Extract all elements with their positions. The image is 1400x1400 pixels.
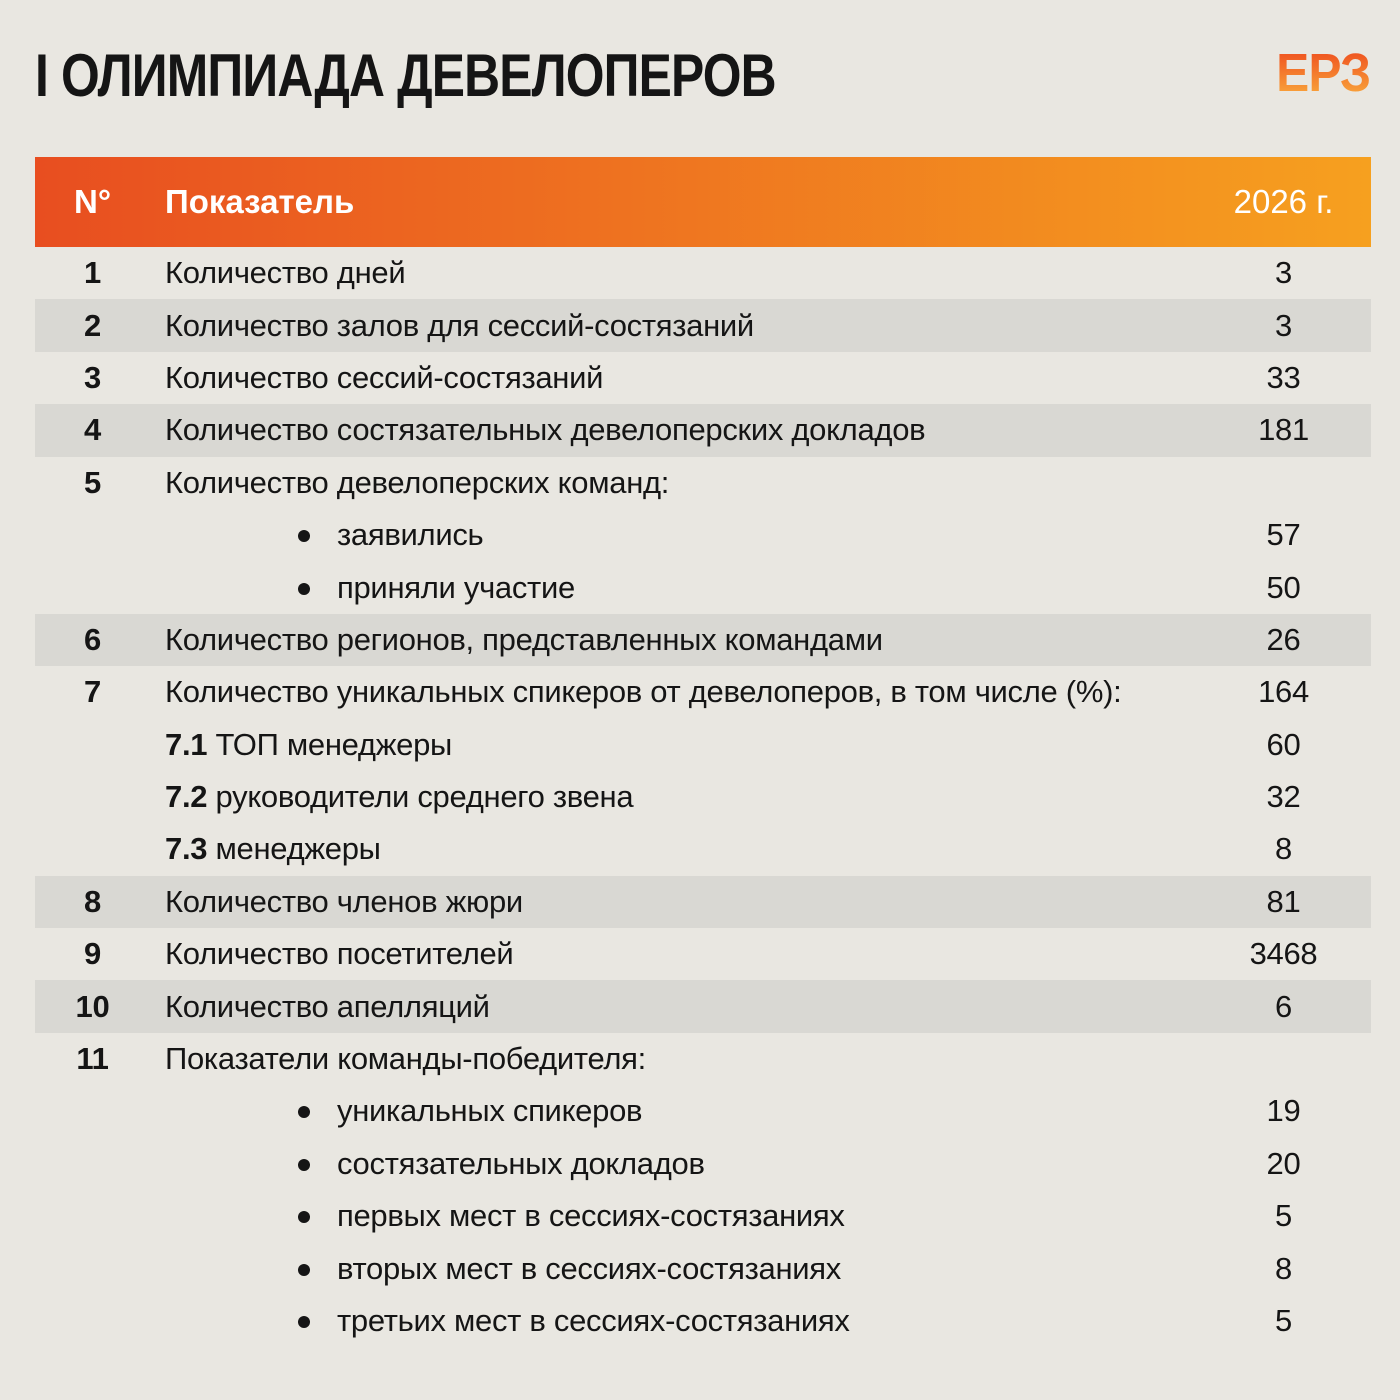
row-indicator bbox=[150, 727, 1196, 763]
row-number: 2 bbox=[84, 307, 101, 343]
row-number: 8 bbox=[84, 883, 101, 919]
row-indicator bbox=[150, 936, 1196, 972]
table-row bbox=[35, 1138, 1371, 1190]
table-row bbox=[35, 1295, 1371, 1347]
table-header-row bbox=[35, 157, 1371, 247]
column-header-year: 2026 г. bbox=[1233, 183, 1334, 220]
table-row bbox=[35, 719, 1371, 771]
row-value: 20 bbox=[1266, 1145, 1301, 1181]
row-value: 5 bbox=[1275, 1303, 1292, 1338]
page-title: I ОЛИМПИАДА ДЕВЕЛОПЕРОВ bbox=[35, 42, 776, 109]
row-indicator-label: Количество девелоперских команд: bbox=[165, 464, 670, 500]
table-row bbox=[35, 457, 1371, 509]
table-row bbox=[35, 980, 1371, 1032]
row-value: 81 bbox=[1266, 883, 1301, 919]
row-indicator bbox=[150, 1303, 1196, 1339]
table-row bbox=[35, 352, 1371, 404]
table-row bbox=[35, 771, 1371, 823]
row-indicator bbox=[150, 622, 1196, 658]
row-value: 57 bbox=[1266, 517, 1301, 553]
row-indicator bbox=[150, 989, 1196, 1025]
table-row bbox=[35, 509, 1371, 561]
row-sub-number: 7.1 bbox=[165, 726, 208, 762]
row-value: 164 bbox=[1258, 674, 1309, 710]
row-value: 60 bbox=[1266, 726, 1301, 762]
table-row bbox=[35, 666, 1371, 718]
table-row bbox=[35, 823, 1371, 875]
row-number: 6 bbox=[84, 621, 101, 657]
bullet-icon bbox=[298, 530, 310, 542]
table-row bbox=[35, 561, 1371, 613]
row-indicator-label: Количество регионов, представленных командами bbox=[165, 621, 883, 657]
row-indicator bbox=[150, 308, 1196, 344]
row-value: 19 bbox=[1266, 1093, 1301, 1129]
row-value: 32 bbox=[1266, 779, 1301, 815]
row-indicator-label: вторых мест в сессиях-состязаниях bbox=[337, 1250, 841, 1286]
row-value: 8 bbox=[1275, 1250, 1292, 1286]
row-indicator bbox=[150, 465, 1196, 501]
bullet-icon bbox=[298, 583, 310, 595]
erz-logo: ЕРЗ bbox=[1276, 43, 1370, 103]
row-indicator-label: Количество залов для сессий-состязаний bbox=[165, 307, 754, 343]
table-row bbox=[35, 876, 1371, 928]
row-indicator bbox=[150, 1146, 1196, 1182]
indicators-table bbox=[35, 157, 1371, 1347]
bullet-icon bbox=[298, 1211, 310, 1223]
row-indicator bbox=[150, 1041, 1196, 1077]
bullet-icon bbox=[298, 1159, 310, 1171]
row-indicator-label: приняли участие bbox=[337, 569, 575, 605]
row-indicator bbox=[150, 570, 1196, 606]
top-bar bbox=[35, 42, 1370, 109]
row-indicator-label: уникальных спикеров bbox=[337, 1093, 643, 1129]
column-header-number: N° bbox=[73, 183, 112, 220]
bullet-icon bbox=[298, 1316, 310, 1328]
row-indicator-label: Количество апелляций bbox=[165, 988, 490, 1024]
row-indicator-label: руководители среднего звена bbox=[215, 779, 634, 815]
row-indicator bbox=[150, 1093, 1196, 1129]
row-indicator bbox=[150, 831, 1196, 867]
table-row bbox=[35, 247, 1371, 299]
row-indicator-label: Количество сессий-состязаний bbox=[165, 359, 604, 395]
row-number: 5 bbox=[84, 464, 101, 500]
row-number: 7 bbox=[84, 674, 101, 710]
row-indicator-label: ТОП менеджеры bbox=[215, 726, 453, 762]
row-indicator-label: Показатели команды-победителя: bbox=[165, 1041, 646, 1077]
row-sub-number: 7.3 bbox=[165, 831, 208, 867]
table-row bbox=[35, 1085, 1371, 1137]
row-indicator bbox=[150, 1198, 1196, 1234]
table-row bbox=[35, 404, 1371, 456]
row-indicator bbox=[150, 779, 1196, 815]
row-value: 26 bbox=[1266, 621, 1301, 657]
row-indicator-label: третьих мест в сессиях-состязаниях bbox=[337, 1303, 850, 1338]
row-indicator-label: Количество членов жюри bbox=[165, 883, 523, 919]
table-body bbox=[35, 247, 1371, 1347]
row-indicator bbox=[150, 360, 1196, 396]
row-value: 50 bbox=[1266, 569, 1301, 605]
row-number: 1 bbox=[84, 255, 101, 291]
row-indicator-label: Количество дней bbox=[165, 255, 406, 291]
column-header-indicator: Показатель bbox=[165, 183, 355, 220]
row-indicator bbox=[150, 884, 1196, 920]
bullet-icon bbox=[298, 1264, 310, 1276]
row-number: 3 bbox=[84, 359, 101, 395]
row-indicator-label: менеджеры bbox=[215, 831, 381, 867]
table-row bbox=[35, 1033, 1371, 1085]
row-value: 3 bbox=[1275, 307, 1292, 343]
row-sub-number: 7.2 bbox=[165, 779, 208, 815]
table-row bbox=[35, 928, 1371, 980]
row-value: 181 bbox=[1258, 412, 1309, 448]
table-row bbox=[35, 614, 1371, 666]
table-row bbox=[35, 1242, 1371, 1294]
row-indicator-label: Количество посетителей bbox=[165, 936, 514, 972]
table-row bbox=[35, 299, 1371, 351]
row-indicator-label: заявились bbox=[337, 517, 484, 553]
row-indicator bbox=[150, 517, 1196, 553]
row-indicator-label: Количество состязательных девелоперских докладов bbox=[165, 412, 926, 448]
row-number: 11 bbox=[76, 1041, 109, 1077]
bullet-icon bbox=[298, 1106, 310, 1118]
row-indicator bbox=[150, 255, 1196, 291]
row-indicator bbox=[150, 412, 1196, 448]
table-row bbox=[35, 1190, 1371, 1242]
row-value: 5 bbox=[1275, 1198, 1292, 1234]
row-indicator bbox=[150, 1251, 1196, 1287]
row-indicator-label: Количество уникальных спикеров от девелоперов, в том числе (%): bbox=[165, 674, 1122, 710]
row-number: 10 bbox=[75, 988, 110, 1024]
row-value: 3 bbox=[1275, 255, 1292, 291]
row-number: 9 bbox=[84, 936, 101, 972]
row-value: 3468 bbox=[1249, 936, 1318, 972]
row-number: 4 bbox=[84, 412, 101, 448]
row-value: 6 bbox=[1275, 988, 1292, 1024]
row-value: 8 bbox=[1275, 831, 1292, 867]
row-indicator-label: состязательных докладов bbox=[337, 1145, 705, 1181]
row-value: 33 bbox=[1266, 359, 1301, 395]
row-indicator-label: первых мест в сессиях-состязаниях bbox=[337, 1198, 845, 1234]
row-indicator bbox=[150, 674, 1196, 710]
